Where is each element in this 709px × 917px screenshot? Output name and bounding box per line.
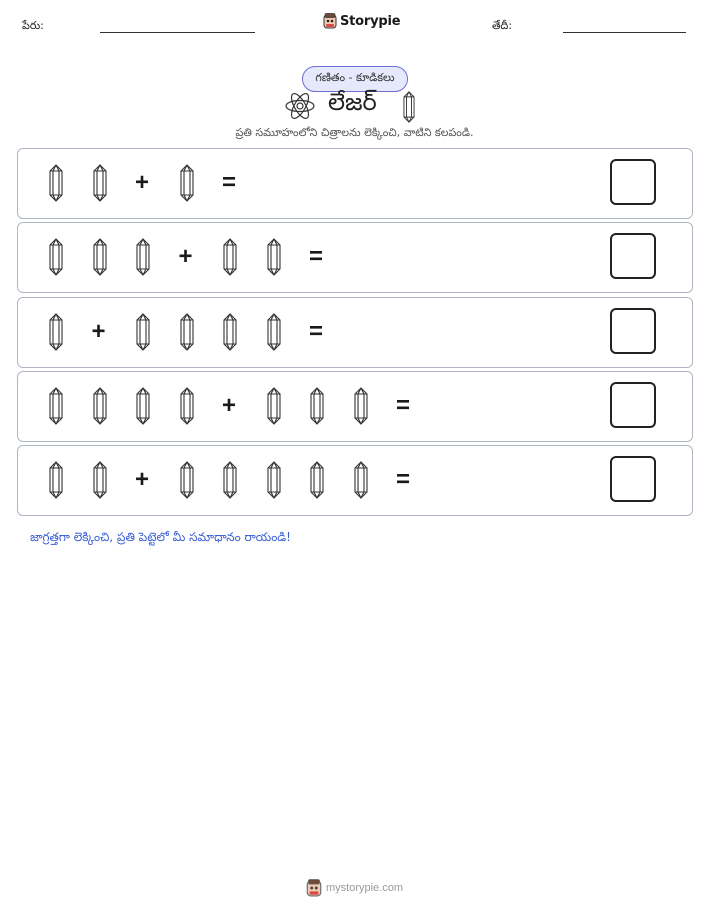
crystal-icon xyxy=(180,387,194,429)
crystal-icon xyxy=(49,387,63,429)
problem-row xyxy=(17,371,693,442)
footer-url: mystorypie.com xyxy=(326,882,404,894)
storypie-mascot-icon xyxy=(323,13,337,29)
crystal-icon xyxy=(223,238,237,280)
crystal-icon xyxy=(93,387,107,429)
crystal-icon xyxy=(223,313,237,355)
subject-badge: గణితం - కూడికలు xyxy=(302,66,408,92)
problem-row xyxy=(17,445,693,516)
crystal-icon xyxy=(93,164,107,206)
problem-row xyxy=(17,148,693,219)
crystal-icon xyxy=(180,313,194,355)
crystal-icon xyxy=(93,461,107,503)
crystal-icon xyxy=(136,238,150,280)
name-line[interactable] xyxy=(100,32,255,33)
problem-row xyxy=(17,222,693,293)
brand-logo xyxy=(323,13,400,29)
date-line[interactable] xyxy=(563,32,686,33)
crystal-icon xyxy=(310,461,324,503)
footer-brand xyxy=(306,879,403,897)
answer-box[interactable] xyxy=(610,159,656,205)
answer-box[interactable] xyxy=(610,456,656,502)
equals-sign: = xyxy=(309,318,324,345)
crystal-icon xyxy=(267,461,281,503)
crystal-icon xyxy=(49,164,63,206)
crystal-icon xyxy=(180,461,194,503)
answer-box[interactable] xyxy=(610,233,656,279)
crystal-icon xyxy=(267,238,281,280)
brand-name: Storypie xyxy=(340,13,401,29)
crystal-icon xyxy=(402,91,416,123)
answer-box[interactable] xyxy=(610,382,656,428)
plus-sign: + xyxy=(91,318,106,345)
equals-sign: = xyxy=(222,169,237,196)
crystal-icon xyxy=(49,313,63,355)
title-row xyxy=(282,88,422,126)
equals-sign: = xyxy=(396,466,411,493)
crystal-icon xyxy=(267,387,281,429)
instruction-text: ప్రతి సమూహంలోని చిత్రాలను లెక్కించి, వాటిని కలపండి. xyxy=(235,126,474,139)
crystal-icon xyxy=(136,313,150,355)
crystal-icon xyxy=(93,238,107,280)
crystal-icon xyxy=(354,461,368,503)
problem-row xyxy=(17,297,693,368)
atom-icon xyxy=(284,90,316,122)
footer-note: జాగ్రత్తగా లెక్కించి, ప్రతి పెట్టెలో మీ సమాధానం రాయండి! xyxy=(30,530,291,544)
storypie-mascot-icon xyxy=(306,879,322,897)
plus-sign: + xyxy=(135,466,150,493)
plus-sign: + xyxy=(222,392,237,419)
equals-sign: = xyxy=(396,392,411,419)
crystal-icon xyxy=(310,387,324,429)
page-title: లేజర్ xyxy=(328,88,377,116)
crystal-icon xyxy=(49,238,63,280)
equals-sign: = xyxy=(309,243,324,270)
plus-sign: + xyxy=(178,243,193,270)
date-label: తేదీ: xyxy=(492,19,513,32)
answer-box[interactable] xyxy=(610,308,656,354)
plus-sign: + xyxy=(135,169,150,196)
crystal-icon xyxy=(223,461,237,503)
crystal-icon xyxy=(180,164,194,206)
crystal-icon xyxy=(354,387,368,429)
crystal-icon xyxy=(49,461,63,503)
crystal-icon xyxy=(136,387,150,429)
name-label: పేరు: xyxy=(22,19,44,32)
crystal-icon xyxy=(267,313,281,355)
